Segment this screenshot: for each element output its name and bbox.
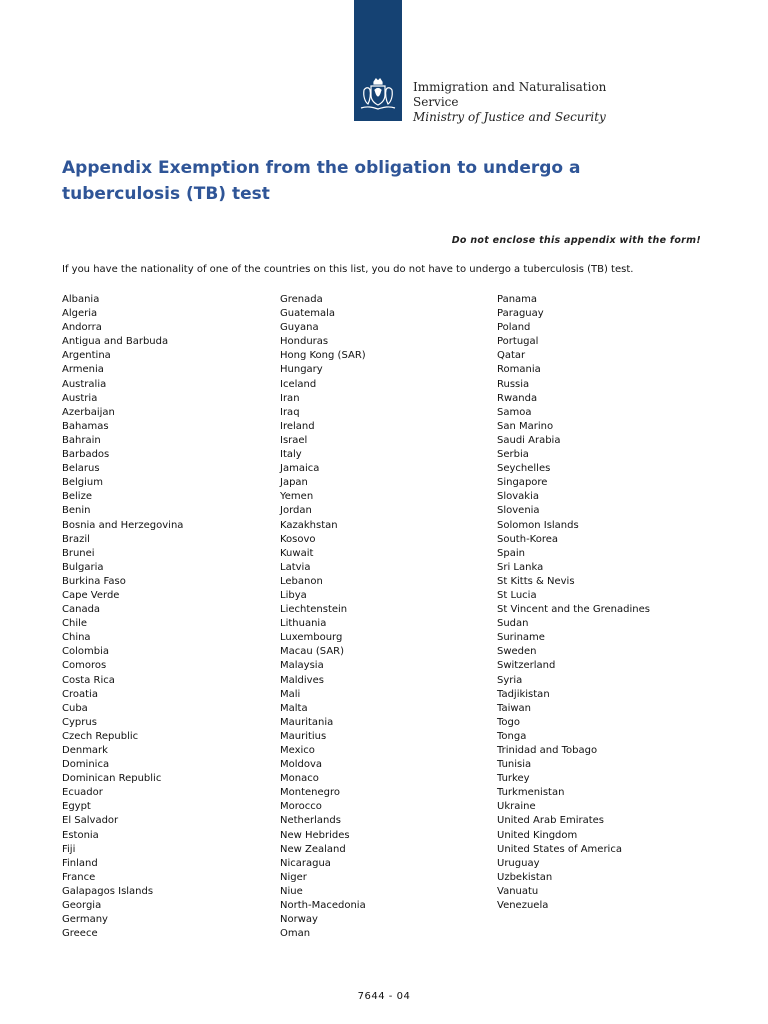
country-item: Uzbekistan xyxy=(497,871,553,883)
country-item: Jordan xyxy=(280,505,312,517)
country-item: Belgium xyxy=(62,477,103,489)
country-item: Bahrain xyxy=(62,434,101,446)
country-item: Turkey xyxy=(497,773,530,785)
page-title xyxy=(62,155,702,207)
country-item: Czech Republic xyxy=(62,730,139,742)
country-item: Nicaragua xyxy=(280,857,331,869)
country-item: Mauritius xyxy=(280,730,327,742)
country-item: Iraq xyxy=(280,406,300,418)
country-item: Singapore xyxy=(497,477,548,489)
country-item: Niger xyxy=(280,871,307,883)
country-item: Fiji xyxy=(62,843,76,855)
royal-coat-of-arms-icon xyxy=(358,78,398,112)
country-column-3 xyxy=(497,293,650,913)
country-item: Burkina Faso xyxy=(62,575,126,587)
country-item: Canada xyxy=(62,604,101,616)
country-item: Qatar xyxy=(497,350,526,362)
country-item: San Marino xyxy=(497,420,554,432)
country-item: Israel xyxy=(280,434,308,446)
country-item: Romania xyxy=(497,364,541,376)
country-item: Norway xyxy=(280,914,318,926)
country-column-1 xyxy=(62,293,183,941)
intro-text: If you have the nationality of one of the countries on this list, you do not have to undergo a tuberculosis (TB) test. xyxy=(62,264,634,275)
country-item: Belarus xyxy=(62,463,100,475)
country-item: Kosovo xyxy=(280,533,316,545)
country-item: New Zealand xyxy=(280,843,346,855)
country-item: Australia xyxy=(62,378,107,390)
country-item: France xyxy=(62,871,96,883)
country-item: Luxembourg xyxy=(280,632,343,644)
country-item: Austria xyxy=(62,392,98,404)
country-item: United Arab Emirates xyxy=(497,815,605,827)
country-item: Monaco xyxy=(280,773,319,785)
country-item: Cyprus xyxy=(62,716,97,728)
organization-name xyxy=(413,80,606,125)
country-item: Germany xyxy=(62,914,108,926)
country-item: Hong Kong (SAR) xyxy=(280,350,366,362)
country-item: Mali xyxy=(280,688,301,700)
country-item: St Vincent and the Grenadines xyxy=(497,604,650,616)
country-item: South-Korea xyxy=(497,533,559,545)
country-column-2 xyxy=(280,293,366,941)
country-item: Malaysia xyxy=(280,660,324,672)
country-item: Iceland xyxy=(280,378,317,390)
title-line-1: Appendix Exemption from the obligation to undergo a xyxy=(62,158,581,178)
country-item: Italy xyxy=(280,449,302,461)
country-item: Brunei xyxy=(62,547,95,559)
title-line-2: tuberculosis (TB) test xyxy=(62,184,270,204)
country-item: Portugal xyxy=(497,336,539,348)
country-item: Slovenia xyxy=(497,505,540,517)
country-item: Seychelles xyxy=(497,463,551,475)
country-item: Antigua and Barbuda xyxy=(62,336,169,348)
country-item: Sri Lanka xyxy=(497,561,544,573)
country-item: Rwanda xyxy=(497,392,538,404)
country-item: Honduras xyxy=(280,336,329,348)
country-item: St Lucia xyxy=(497,589,537,601)
country-item: Hungary xyxy=(280,364,323,376)
logo-bar xyxy=(354,0,402,121)
country-item: Mexico xyxy=(280,745,315,756)
country-item: Colombia xyxy=(62,646,109,658)
country-item: Morocco xyxy=(280,801,322,813)
country-item: Paraguay xyxy=(497,308,544,320)
country-item: China xyxy=(62,632,91,644)
country-item: Ireland xyxy=(280,420,315,432)
org-line-2: Service xyxy=(413,95,459,109)
country-item: New Hebrides xyxy=(280,829,350,841)
country-item: Brazil xyxy=(62,533,90,545)
country-item: Egypt xyxy=(62,801,91,813)
country-item: Armenia xyxy=(62,364,104,376)
country-item: Moldova xyxy=(280,759,323,771)
country-item: Jamaica xyxy=(280,463,320,475)
country-item: Sweden xyxy=(497,646,537,658)
country-item: Kuwait xyxy=(280,547,314,559)
country-item: Argentina xyxy=(62,350,111,362)
country-item: Costa Rica xyxy=(62,674,115,686)
country-item: Azerbaijan xyxy=(62,406,115,418)
country-item: Oman xyxy=(280,928,311,940)
country-item: Dominican Republic xyxy=(62,773,162,785)
country-item: Georgia xyxy=(62,900,102,912)
country-item: Poland xyxy=(497,322,531,334)
country-item: Serbia xyxy=(497,449,529,461)
country-item: Togo xyxy=(497,716,520,728)
country-item: Lebanon xyxy=(280,575,323,587)
country-item: Grenada xyxy=(280,294,323,305)
country-item: Cape Verde xyxy=(62,589,120,601)
country-item: Uruguay xyxy=(497,857,540,869)
country-item: Ecuador xyxy=(62,787,103,799)
country-item: Niue xyxy=(280,885,303,897)
country-item: United States of America xyxy=(497,843,622,855)
country-item: St Kitts & Nevis xyxy=(497,575,575,587)
country-item: Montenegro xyxy=(280,787,341,799)
ministry-name: Ministry of Justice and Security xyxy=(413,110,606,124)
country-item: Tadjikistan xyxy=(497,688,550,700)
country-item: Iran xyxy=(280,392,300,404)
country-item: Ukraine xyxy=(497,801,536,813)
country-item: Chile xyxy=(62,618,88,630)
country-item: El Salvador xyxy=(62,815,119,827)
country-item: Tonga xyxy=(497,730,527,742)
country-item: Venezuela xyxy=(497,900,549,912)
country-item: Finland xyxy=(62,857,98,869)
country-item: Belize xyxy=(62,491,92,503)
country-item: North-Macedonia xyxy=(280,900,366,912)
country-item: Macau (SAR) xyxy=(280,646,345,658)
country-item: Guatemala xyxy=(280,308,336,320)
country-item: Russia xyxy=(497,378,530,390)
country-item: Tunisia xyxy=(497,759,532,771)
country-item: Bulgaria xyxy=(62,561,104,573)
country-item: United Kingdom xyxy=(497,829,578,841)
country-item: Malta xyxy=(280,702,308,714)
country-item: Slovakia xyxy=(497,491,539,503)
country-item: Maldives xyxy=(280,674,324,686)
country-item: Dominica xyxy=(62,759,110,771)
country-item: Comoros xyxy=(62,660,107,672)
country-item: Turkmenistan xyxy=(497,787,565,799)
country-item: Switzerland xyxy=(497,660,556,672)
country-item: Estonia xyxy=(62,829,99,841)
country-item: Algeria xyxy=(62,308,98,320)
country-item: Bahamas xyxy=(62,420,109,432)
country-item: Spain xyxy=(497,547,525,559)
country-item: Sudan xyxy=(497,618,529,630)
country-item: Suriname xyxy=(497,632,545,644)
country-item: Croatia xyxy=(62,688,98,700)
country-item: Saudi Arabia xyxy=(497,434,561,446)
country-item: Liechtenstein xyxy=(280,604,348,616)
country-item: Albania xyxy=(62,294,100,305)
country-item: Yemen xyxy=(280,491,314,503)
country-item: Trinidad and Tobago xyxy=(497,745,598,756)
country-item: Japan xyxy=(280,477,308,489)
org-line-1: Immigration and Naturalisation xyxy=(413,80,607,94)
country-item: Taiwan xyxy=(497,702,532,714)
country-item: Latvia xyxy=(280,561,311,573)
country-item: Mauritania xyxy=(280,716,334,728)
country-item: Panama xyxy=(497,294,538,305)
country-item: Denmark xyxy=(62,745,108,756)
country-item: Greece xyxy=(62,928,98,940)
country-item: Syria xyxy=(497,674,523,686)
country-item: Lithuania xyxy=(280,618,327,630)
country-item: Solomon Islands xyxy=(497,519,579,531)
country-item: Barbados xyxy=(62,449,110,461)
country-item: Vanuatu xyxy=(497,885,539,897)
country-item: Cuba xyxy=(62,702,88,714)
country-item: Galapagos Islands xyxy=(62,885,154,897)
country-item: Guyana xyxy=(280,322,319,334)
country-item: Andorra xyxy=(62,322,102,334)
country-item: Bosnia and Herzegovina xyxy=(62,519,184,531)
country-item: Libya xyxy=(280,589,307,601)
enclosure-notice: Do not enclose this appendix with the form! xyxy=(451,235,701,246)
form-number: 7644 - 04 xyxy=(357,991,411,1002)
country-item: Samoa xyxy=(497,406,532,418)
country-item: Kazakhstan xyxy=(280,519,338,531)
country-item: Netherlands xyxy=(280,815,341,827)
country-item: Benin xyxy=(62,505,91,517)
